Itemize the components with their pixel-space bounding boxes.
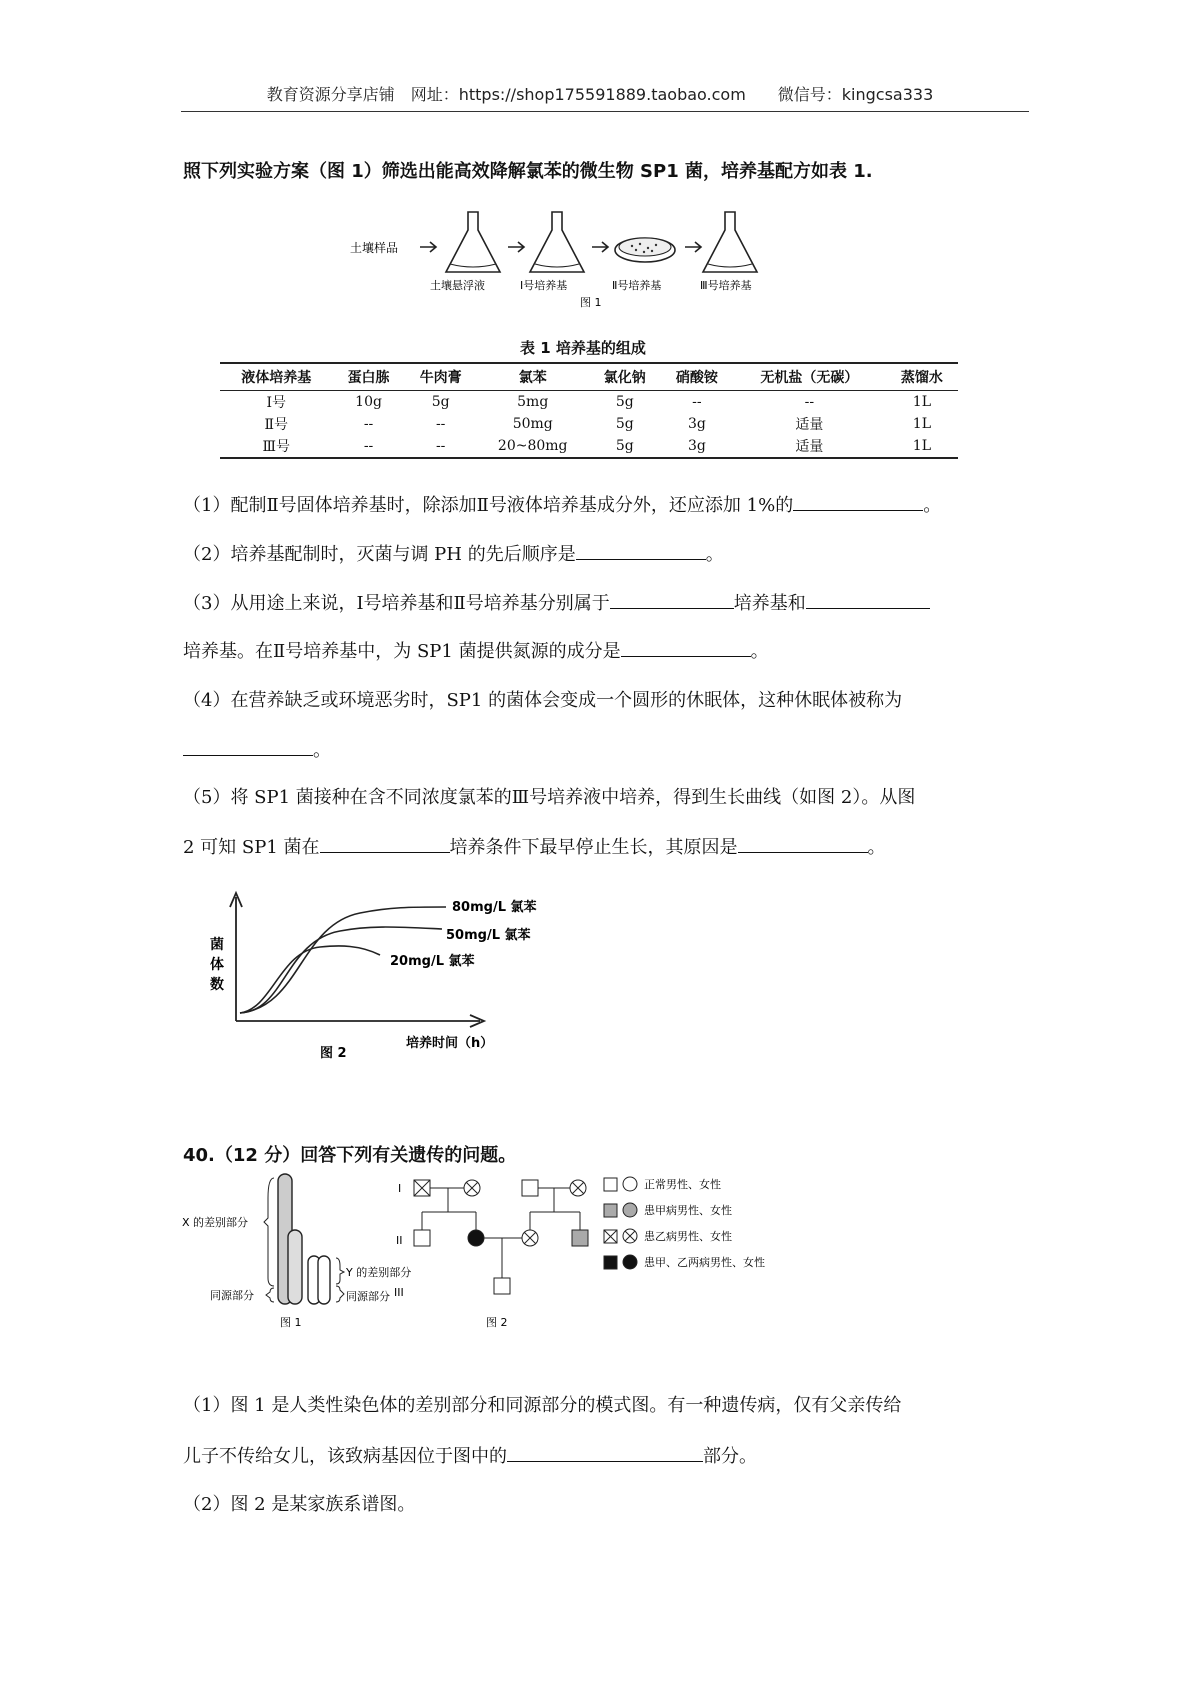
question-text: （3）从用途上来说，Ⅰ号培养基和Ⅱ号培养基分别属于 — [183, 593, 610, 614]
bracket — [266, 1288, 274, 1302]
bracket — [264, 1178, 274, 1286]
pedigree-female-both — [468, 1230, 484, 1246]
answer-blank[interactable] — [793, 492, 923, 511]
pedigree-male-normal — [494, 1278, 510, 1294]
table-cell: -- — [333, 435, 405, 458]
table-cell: 5g — [431, 394, 450, 410]
question-text: 2 可知 SP1 菌在 — [183, 837, 320, 858]
table-cell: 5mg — [517, 394, 549, 410]
question-40-1-line-2 — [183, 1443, 757, 1470]
homologous-label: 同源部分 — [210, 1289, 254, 1302]
answer-blank[interactable] — [610, 590, 734, 609]
x-axis-label: 培养时间（h） — [406, 1036, 494, 1051]
table-cell: Ⅱ号 — [264, 417, 288, 433]
question-text: （4）在营养缺乏或环境恶劣时，SP1 的菌体会变成一个圆形的休眠体，这种休眠体被称为 — [183, 690, 903, 711]
intro-text: 照下列实验方案（图 1）筛选出能高效降解氯苯的微生物 SP1 菌，培养基配方如表 1. — [183, 161, 873, 182]
flask-icon — [530, 212, 584, 272]
bracket — [336, 1286, 344, 1302]
question-text: 。 — [313, 740, 331, 761]
table-cell: 10g — [355, 394, 382, 410]
table-header-cell: 蛋白胨 — [333, 363, 405, 391]
question-40-title: 40.（12 分）回答下列有关遗传的问题。 — [183, 1145, 517, 1166]
table-cell: 20~80mg — [477, 435, 589, 458]
question-text: （2）培养基配制时，灭菌与调 PH 的先后顺序是 — [183, 544, 576, 565]
dish-label: Ⅱ号培养基 — [612, 279, 662, 292]
pedigree-male-normal — [522, 1180, 538, 1196]
table-header-row — [220, 363, 958, 391]
figure-2-growth-curves — [180, 885, 560, 1075]
y-chromosome — [318, 1256, 330, 1304]
x-chromosome — [288, 1230, 302, 1304]
table-header-cell: 氯苯 — [477, 363, 589, 391]
answer-blank[interactable] — [621, 638, 751, 657]
arrow-icon — [592, 242, 608, 252]
answer-blank[interactable] — [320, 834, 450, 853]
table-cell: 1L — [886, 435, 958, 458]
pedigree-male-normal — [414, 1230, 430, 1246]
table-cell: -- — [804, 394, 815, 410]
table-header-cell: 无机盐（无碳） — [733, 363, 886, 391]
chromosome-diagram — [182, 1174, 411, 1328]
arrow-icon — [420, 242, 436, 252]
generation-label: I — [398, 1182, 402, 1195]
table-cell: 5g — [615, 416, 634, 432]
curve-label: 50mg/L 氯苯 — [446, 928, 531, 943]
arrow-icon — [685, 242, 701, 252]
flask-label: Ⅲ号培养基 — [700, 279, 752, 292]
question-text: 。 — [923, 495, 942, 516]
figure-caption: 图 2 — [486, 1316, 508, 1328]
table-header-cell: 硝酸铵 — [661, 363, 733, 391]
figure-1-flow — [330, 200, 830, 312]
y-axis-label: 菌 — [210, 937, 224, 953]
flask-label: Ⅰ号培养基 — [520, 279, 568, 292]
question-text: 。 — [750, 641, 769, 662]
y-axis-label: 体 — [210, 957, 224, 973]
table-1-caption: 表 1 培养基的组成 — [520, 339, 646, 357]
table-header-cell: 蒸馏水 — [886, 363, 958, 391]
curve-20mg — [240, 946, 380, 1013]
table-cell: -- — [692, 394, 702, 410]
pedigree-legend — [604, 1177, 765, 1269]
question-2 — [183, 541, 724, 568]
question-40-2 — [183, 1492, 415, 1518]
table-cell: -- — [435, 416, 446, 432]
table-header-cell: 氯化钠 — [589, 363, 661, 391]
question-3-line-2 — [183, 638, 769, 665]
figure-caption: 图 1 — [280, 1316, 302, 1328]
bracket — [336, 1258, 344, 1284]
arrow-icon — [508, 242, 524, 252]
y-axis — [230, 893, 242, 1021]
x-axis — [236, 1015, 484, 1027]
table-cell: 5g — [615, 394, 634, 410]
flask-icon — [446, 212, 500, 272]
table-cell: 3g — [661, 435, 733, 458]
question-text: （2）图 2 是某家族系谱图。 — [183, 1494, 416, 1515]
figure-2-caption: 图 2 — [320, 1046, 347, 1061]
y-diff-label: Y 的差别部分 — [346, 1266, 412, 1279]
question-1 — [183, 492, 941, 519]
flask-label: 土壤悬浮液 — [430, 279, 485, 292]
question-text: （5）将 SP1 菌接种在含不同浓度氯苯的Ⅲ号培养液中培养，得到生长曲线（如图 2）。从图 — [183, 787, 916, 808]
legend-label: 患甲、乙两病男性、女性 — [644, 1256, 765, 1269]
curve-label: 80mg/L 氯苯 — [452, 900, 537, 915]
question-text: 部分。 — [703, 1446, 757, 1467]
table-cell: -- — [405, 435, 477, 458]
question-text: 儿子不传给女儿，该致病基因位于图中的 — [183, 1446, 507, 1467]
curve-label: 20mg/L 氯苯 — [390, 954, 475, 969]
medium-table — [220, 362, 958, 459]
figure-3-genetics — [180, 1168, 830, 1328]
table-cell: 1L — [912, 416, 932, 432]
answer-blank[interactable] — [507, 1443, 703, 1462]
question-3-line-1 — [183, 590, 930, 617]
legend-label: 正常男性、女性 — [644, 1178, 721, 1191]
pedigree-male-a — [572, 1230, 588, 1246]
table-row — [220, 391, 958, 414]
table-header-cell: 牛肉膏 — [405, 363, 477, 391]
generation-label: II — [396, 1234, 403, 1247]
question-text: 。 — [867, 837, 886, 858]
answer-blank[interactable] — [183, 737, 313, 756]
pedigree-chart — [394, 1177, 765, 1328]
question-text: 。 — [705, 544, 724, 565]
page-header: 教育资源分享店铺 网址：https://shop175591889.taobao.com 微信号：kingcsa333 — [266, 85, 934, 104]
table-cell: Ⅲ号 — [220, 435, 333, 458]
petri-dish-icon — [615, 238, 675, 262]
question-4 — [183, 688, 902, 714]
legend-label: 患乙病男性、女性 — [644, 1230, 732, 1243]
table-cell: 1L — [912, 394, 932, 410]
question-4-blank-line — [183, 737, 331, 764]
question-5-line-2 — [183, 834, 886, 861]
question-text: 培养条件下最早停止生长，其原因是 — [449, 837, 738, 858]
homologous-label: 同源部分 — [346, 1290, 390, 1303]
question-text: 培养基和 — [733, 593, 806, 614]
soil-sample-label: 土壤样品 — [350, 241, 399, 255]
question-text: （1）图 1 是人类性染色体的差别部分和同源部分的模式图。有一种遗传病，仅有父亲传给 — [183, 1395, 902, 1416]
question-40-1-line-1 — [183, 1393, 901, 1419]
legend-label: 患甲病男性、女性 — [644, 1204, 732, 1217]
question-text: 培养基。在Ⅱ号培养基中，为 SP1 菌提供氮源的成分是 — [183, 641, 621, 662]
table-row — [220, 413, 958, 435]
y-axis-label: 数 — [210, 977, 224, 993]
table-cell: 50mg — [512, 416, 553, 432]
table-cell: 适量 — [733, 435, 886, 458]
question-text: （1）配制Ⅱ号固体培养基时，除添加Ⅱ号液体培养基成分外，还应添加 1%的 — [183, 495, 794, 516]
generation-label: III — [394, 1286, 404, 1299]
table-cell: 3g — [687, 416, 706, 432]
figure-1-caption: 图 1 — [580, 296, 602, 309]
table-cell: -- — [363, 416, 374, 432]
table-header-cell: 液体培养基 — [220, 363, 333, 391]
header-divider — [181, 111, 1029, 112]
x-diff-label: X 的差别部分 — [182, 1216, 249, 1229]
table-cell: 适量 — [795, 417, 824, 433]
flask-icon — [703, 212, 757, 272]
question-5-line-1 — [183, 785, 915, 811]
table-cell: Ⅰ号 — [266, 395, 287, 411]
table-row — [220, 435, 958, 458]
answer-blank[interactable] — [806, 590, 930, 609]
answer-blank[interactable] — [738, 834, 868, 853]
answer-blank[interactable] — [576, 541, 706, 560]
table-cell: 5g — [589, 435, 661, 458]
